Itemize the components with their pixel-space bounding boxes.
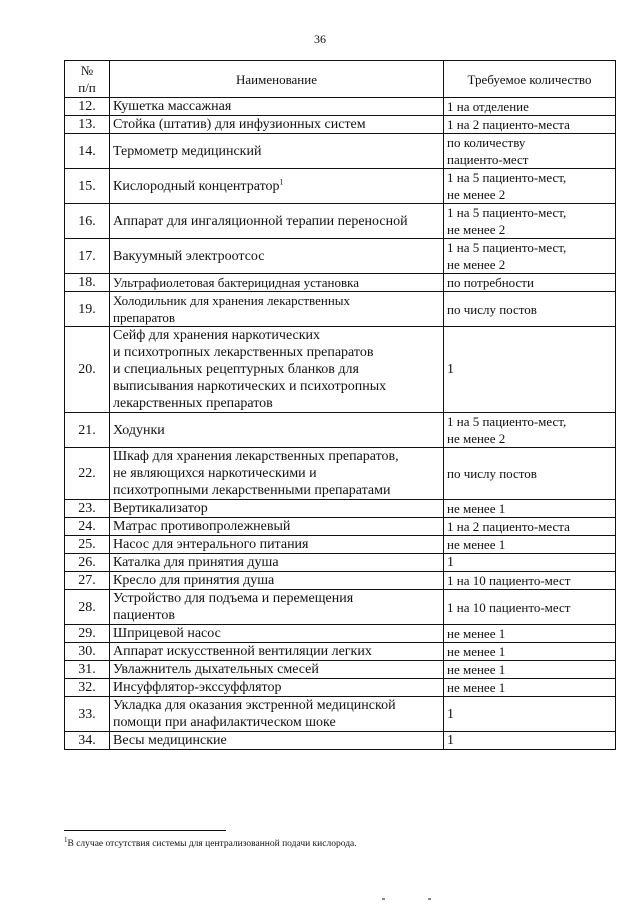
row-footnote-mark: 1 xyxy=(279,176,284,186)
row-quantity: 1 на 5 пациенто-мест, не менее 2 xyxy=(444,204,616,239)
row-quantity: по числу постов xyxy=(444,448,616,500)
row-name: Инсуффлятор-экссуффлятор xyxy=(113,680,282,695)
table-row xyxy=(65,697,616,732)
table-row xyxy=(65,554,616,572)
row-number: 26. xyxy=(65,554,110,572)
row-name: Насос для энтерального питания xyxy=(113,537,309,552)
row-quantity: не менее 1 xyxy=(444,679,616,697)
row-number: 13. xyxy=(65,116,110,134)
row-name: Каталка для принятия душа xyxy=(113,555,279,570)
row-name: Термометр медицинский xyxy=(113,143,262,159)
header-quantity: Требуемое количество xyxy=(444,61,616,98)
row-number: 24. xyxy=(65,518,110,536)
row-number: 23. xyxy=(65,500,110,518)
row-name-cell xyxy=(110,292,444,327)
row-quantity: по числу постов xyxy=(444,292,616,327)
table-row xyxy=(65,661,616,679)
row-number: 34. xyxy=(65,732,110,750)
row-name-cell xyxy=(110,536,444,554)
row-name: Укладка для оказания экстренной медицинской помощи при анафилактическом шоке xyxy=(113,698,396,730)
table-row xyxy=(65,274,616,292)
row-quantity: 1 xyxy=(444,732,616,750)
table-row xyxy=(65,732,616,750)
row-quantity: 1 xyxy=(444,697,616,732)
scan-speck xyxy=(382,898,385,900)
row-quantity: 1 на 2 пациенто-места xyxy=(444,116,616,134)
row-name-cell xyxy=(110,327,444,413)
row-quantity: не менее 1 xyxy=(444,661,616,679)
table-row xyxy=(65,413,616,448)
header-name: Наименование xyxy=(110,61,444,98)
table-row xyxy=(65,327,616,413)
table-row xyxy=(65,518,616,536)
row-number: 33. xyxy=(65,697,110,732)
row-name: Увлажнитель дыхательных смесей xyxy=(113,662,319,677)
row-number: 15. xyxy=(65,169,110,204)
row-number: 30. xyxy=(65,643,110,661)
row-name: Стойка (штатив) для инфузионных систем xyxy=(113,117,366,132)
row-number: 31. xyxy=(65,661,110,679)
footnote-mark: 1 xyxy=(64,835,68,844)
row-quantity: не менее 1 xyxy=(444,500,616,518)
row-name: Ультрафиолетовая бактерицидная установка xyxy=(113,275,359,290)
table-row xyxy=(65,448,616,500)
row-name-cell xyxy=(110,518,444,536)
row-quantity: 1 xyxy=(444,327,616,413)
row-name: Кушетка массажная xyxy=(113,99,232,114)
header-number-abbrev: п/п xyxy=(78,80,96,95)
row-name: Устройство для подъема и перемещения пациентов xyxy=(113,591,354,623)
table-row xyxy=(65,572,616,590)
row-quantity: по потребности xyxy=(444,274,616,292)
page-number: 36 xyxy=(314,32,326,46)
row-number: 12. xyxy=(65,98,110,116)
row-number: 18. xyxy=(65,274,110,292)
row-number: 27. xyxy=(65,572,110,590)
footnote-separator xyxy=(64,830,226,831)
row-quantity: не менее 1 xyxy=(444,643,616,661)
row-name: Матрас противопролежневый xyxy=(113,519,291,534)
row-number: 25. xyxy=(65,536,110,554)
row-name-cell xyxy=(110,169,444,204)
row-name-cell xyxy=(110,500,444,518)
table-row xyxy=(65,98,616,116)
table-header xyxy=(65,61,616,98)
row-quantity: 1 на отделение xyxy=(444,98,616,116)
table-row xyxy=(65,134,616,169)
row-number: 32. xyxy=(65,679,110,697)
row-name: Холодильник для хранения лекарственных препаратов xyxy=(113,293,351,325)
row-number: 20. xyxy=(65,327,110,413)
row-name: Аппарат для ингаляционной терапии переносной xyxy=(113,213,408,229)
row-name: Шкаф для хранения лекарственных препаратов, не являющихся наркотическими и психотропными лекарственными препаратами xyxy=(113,449,399,498)
row-name: Кислородный концентратор xyxy=(113,178,280,194)
table-row xyxy=(65,625,616,643)
row-name-cell xyxy=(110,572,444,590)
table-row xyxy=(65,292,616,327)
row-quantity: 1 на 5 пациенто-мест, не менее 2 xyxy=(444,169,616,204)
row-number: 22. xyxy=(65,448,110,500)
row-quantity: 1 на 10 пациенто-мест xyxy=(444,590,616,625)
table-row xyxy=(65,116,616,134)
row-name-cell xyxy=(110,448,444,500)
row-quantity: не менее 1 xyxy=(444,625,616,643)
row-name-cell xyxy=(110,134,444,169)
row-name: Вакуумный электроотсос xyxy=(113,248,265,264)
row-name-cell xyxy=(110,590,444,625)
row-name: Аппарат искусственной вентиляции легких xyxy=(113,644,372,659)
table-row xyxy=(65,239,616,274)
table-row xyxy=(65,204,616,239)
footnote-text: В случае отсутствия системы для централизованной подачи кислорода. xyxy=(67,839,357,849)
header-number-sign: № xyxy=(80,63,94,78)
row-name: Сейф для хранения наркотических и психотропных лекарственных препаратов и специальных рецептурных бланков для выписывания наркотических и психотропных лекарственных препаратов xyxy=(113,328,387,411)
row-quantity: по количеству пациенто-мест xyxy=(444,134,616,169)
row-name-cell xyxy=(110,116,444,134)
table-row xyxy=(65,169,616,204)
row-name-cell xyxy=(110,274,444,292)
row-name-cell xyxy=(110,679,444,697)
row-quantity: 1 на 5 пациенто-мест, не менее 2 xyxy=(444,413,616,448)
row-name: Кресло для принятия душа xyxy=(113,573,275,588)
row-number: 19. xyxy=(65,292,110,327)
row-quantity: 1 на 10 пациенто-мест xyxy=(444,572,616,590)
table-body xyxy=(65,98,616,750)
header-number xyxy=(65,61,110,98)
row-name: Шприцевой насос xyxy=(113,626,221,641)
row-quantity: 1 на 5 пациенто-мест, не менее 2 xyxy=(444,239,616,274)
table-row xyxy=(65,590,616,625)
row-name-cell xyxy=(110,204,444,239)
row-quantity: 1 на 2 пациенто-места xyxy=(444,518,616,536)
row-name-cell xyxy=(110,98,444,116)
row-name-cell xyxy=(110,625,444,643)
table-row xyxy=(65,500,616,518)
row-number: 28. xyxy=(65,590,110,625)
row-name-cell xyxy=(110,554,444,572)
row-name-cell xyxy=(110,239,444,274)
row-name: Вертикализатор xyxy=(113,501,208,516)
row-name: Ходунки xyxy=(113,422,165,438)
row-name-cell xyxy=(110,643,444,661)
row-name-cell xyxy=(110,413,444,448)
row-number: 14. xyxy=(65,134,110,169)
row-number: 21. xyxy=(65,413,110,448)
scan-speck xyxy=(428,898,431,900)
table-row xyxy=(65,643,616,661)
equipment-table xyxy=(64,60,616,750)
row-name-cell xyxy=(110,732,444,750)
row-name: Весы медицинские xyxy=(113,733,227,748)
row-number: 29. xyxy=(65,625,110,643)
row-quantity: не менее 1 xyxy=(444,536,616,554)
footnote xyxy=(64,835,584,850)
row-number: 17. xyxy=(65,239,110,274)
row-quantity: 1 xyxy=(444,554,616,572)
row-name-cell xyxy=(110,697,444,732)
table-row xyxy=(65,679,616,697)
row-number: 16. xyxy=(65,204,110,239)
table-row xyxy=(65,536,616,554)
row-name-cell xyxy=(110,661,444,679)
